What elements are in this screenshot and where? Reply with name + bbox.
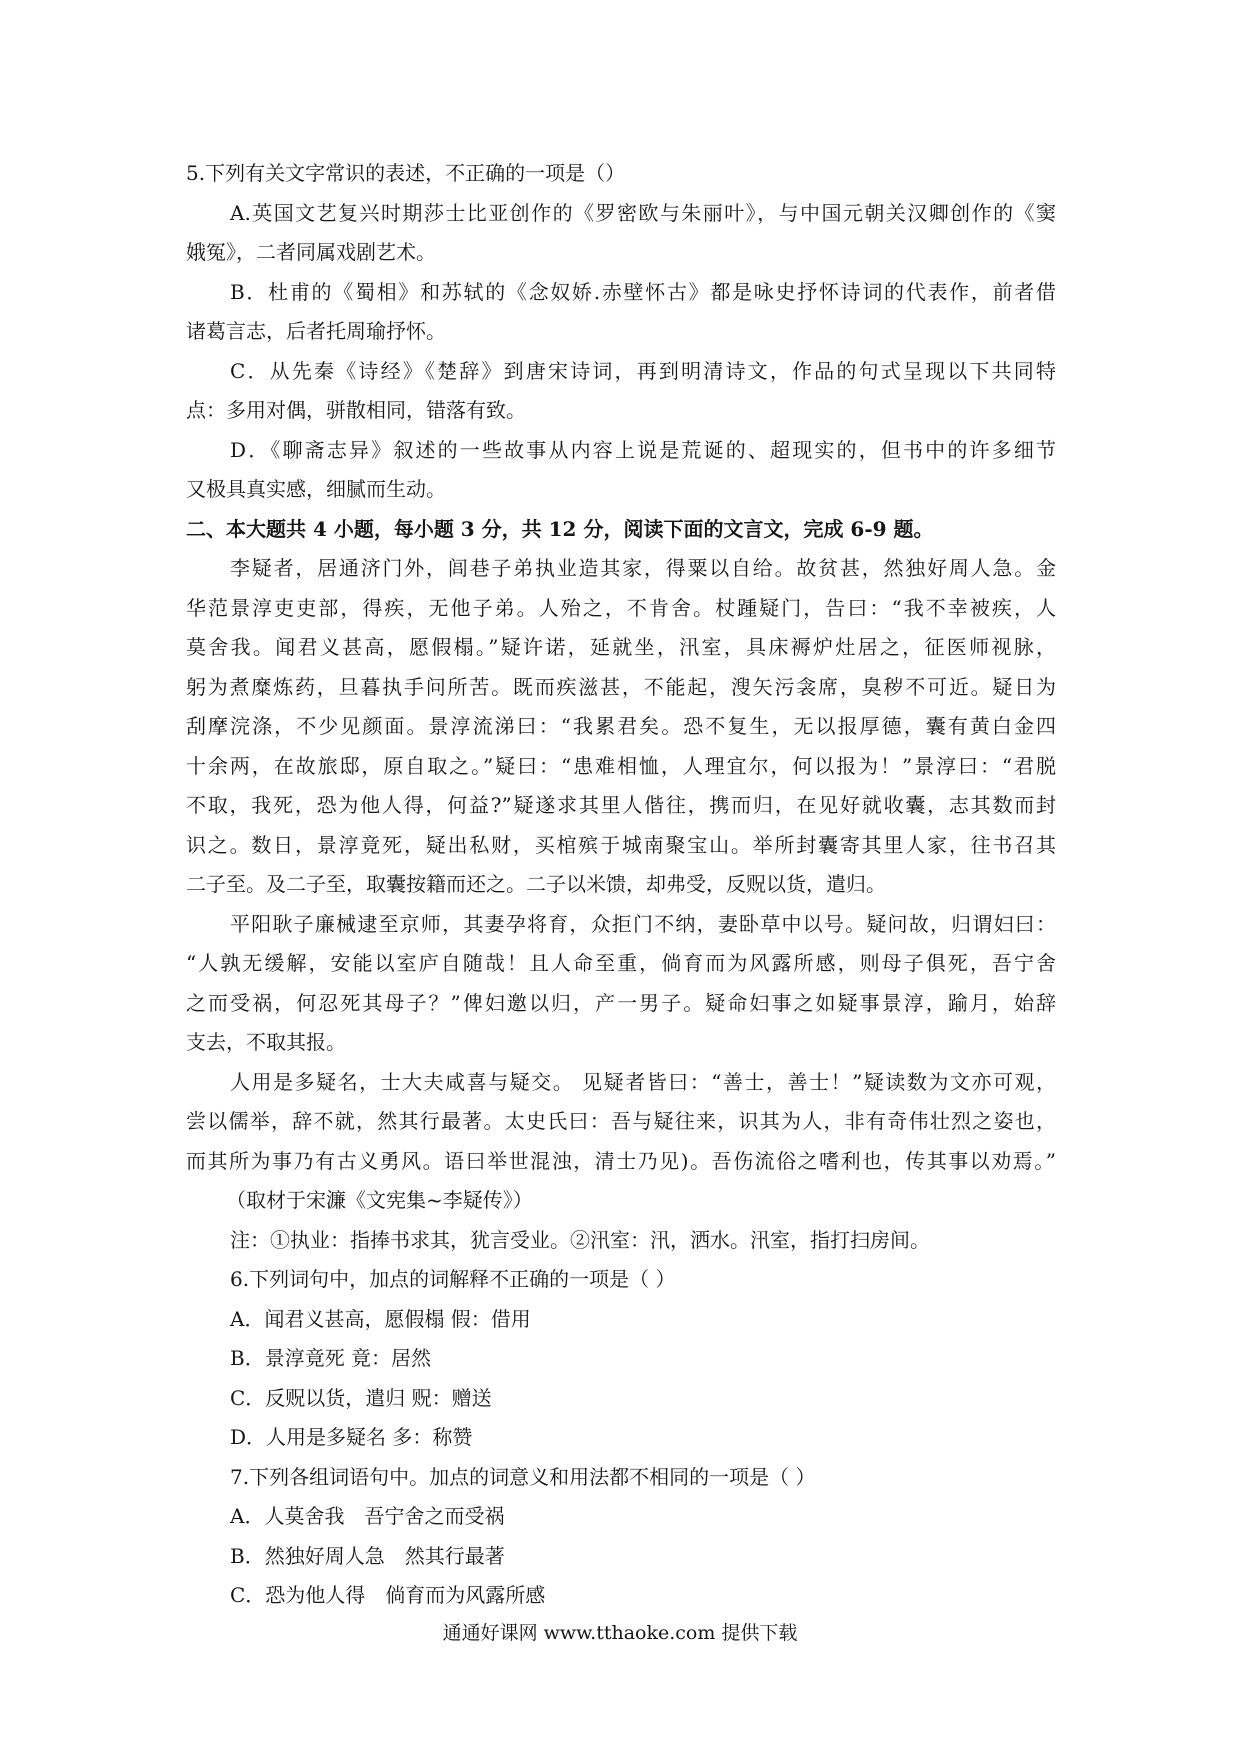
question-7-option-c: C．恐为他人得 倘育而为风露所感 [230,1583,546,1607]
section-2-heading: 二、本大题共 4 小题，每小题 3 分，共 12 分，阅读下面的文言文，完成 6-9 题。 [186,516,934,541]
passage-p1-line-4: 躬为煮糜炼药，旦暮执手问所苦。既而疾滋甚，不能起，溲矢污衾席，臭秽不可近。疑日为 [186,674,1056,699]
passage-p1-line-7: 不取，我死，恐为他人得，何益?”疑遂求其里人偕往，携而归，在见好就收囊，志其数而封 [186,793,1056,817]
passage-p3-line-1: 人用是多疑名，士大夫咸喜与疑交。 见疑者皆曰：“善士，善士！”疑读数为文亦可观， [230,1069,1056,1094]
question-7-option-a: A．人莫舍我 吾宁舍之而受祸 [230,1504,505,1528]
question-5-option-a-line-2: 娥冤》，二者同属戏剧艺术。 [186,240,436,264]
passage-p1-line-9: 二子至。及二子至，取囊按籍而还之。二子以米馈，却弗受，反贶以货，遣归。 [186,872,886,896]
passage-p2-line-2: “人孰无缓解，安能以室庐自随哉！且人命至重，倘育而为风露所感，则母子俱死，吾宁舍 [186,951,1056,975]
passage-p1-line-3: 莫舍我。闻君义甚高，愿假榻。”疑许诺，延就坐，汛室，具床褥炉灶居之，征医师视脉， [186,635,1056,659]
passage-p1-line-2: 华范景淳吏吏部，得疾，无他子弟。人殆之，不肯舍。杖踵疑门，告曰：“我不幸被疾，人 [186,595,1056,620]
page-content [186,154,1056,1616]
question-6-option-b: B．景淳竟死 竟：居然 [230,1346,432,1370]
question-5-option-b-line-2: 诸葛言志，后者托周瑜抒怀。 [186,319,446,343]
question-5-option-d-line-2: 又极具真实感，细腻而生动。 [186,477,446,501]
page-footer: 通通好课网 www.tthaoke.com 提供下载 [442,1622,798,1644]
question-5-option-a-line-1: A.英国文艺复兴时期莎士比亚创作的《罗密欧与朱丽叶》，与中国元朝关汉卿创作的《窦 [230,200,1056,225]
passage-p1-line-5: 刮摩浣涤，不少见颜面。景淳流涕曰：“我累君矣。恐不复生，无以报厚德，囊有黄白金四 [186,714,1056,738]
passage-p1-line-6: 十余两，在故旅邸，原自取之。”疑曰：“患难相恤，人理宜尔，何以报为！”景淳曰：“君脱 [186,753,1056,778]
question-7-option-b: B．然独好周人急 然其行最著 [230,1543,505,1568]
passage-p3-line-3: 而其所为事乃有古义勇风。语曰举世混浊，清士乃见)。吾伤流俗之嗜利也，传其事以劝焉。” [186,1148,1056,1173]
passage-p2-line-1: 平阳耿子廉械逮至京师，其妻孕将育，众拒门不纳，妻卧草中以号。疑问故，归谓妇曰： [230,911,1056,936]
passage-p1-line-8: 识之。数日，景淳竟死，疑出私财，买棺殡于城南聚宝山。举所封囊寄其里人家，往书召其 [186,832,1056,857]
question-5-option-b-line-1: B．杜甫的《蜀相》和苏轼的《念奴娇.赤壁怀古》都是咏史抒怀诗词的代表作，前者借 [230,279,1056,304]
question-5-option-c-line-2: 点：多用对偶，骈散相同，错落有致。 [186,398,526,422]
question-5-stem: 5.下列有关文字常识的表述，不正确的一项是（） [186,161,626,185]
passage-source: （取材于宋濂《文宪集~李疑传》） [226,1188,533,1212]
question-5-option-d-line-1: D．《聊斋志异》叙述的一些故事从内容上说是荒诞的、超现实的，但书中的许多细节 [230,437,1056,462]
question-6-option-d: D．人用是多疑名 多：称赞 [230,1425,473,1449]
question-6-option-c: C．反贶以货，遣归 贶：赠送 [230,1385,492,1410]
passage-p2-line-4: 支去，不取其报。 [186,1030,346,1054]
question-6-option-a: A．闻君义甚高，愿假榻 假：借用 [230,1306,531,1331]
question-5-option-c-line-1: C．从先秦《诗经》《楚辞》到唐宋诗词，再到明清诗文，作品的句式呈现以下共同特 [230,358,1056,383]
passage-p3-line-2: 尝以儒举，辞不就，然其行最著。太史氏曰：吾与疑往来，识其为人，非有奇伟壮烈之姿也， [186,1109,1056,1133]
passage-p2-line-3: 之而受祸，何忍死其母子？”俾妇邀以归，产一男子。疑命妇事之如疑事景淳，踰月，始辞 [186,990,1056,1015]
passage-note: 注：①执业：指捧书求其，犹言受业。②汛室：汛，洒水。汛室，指打扫房间。 [230,1227,930,1252]
passage-p1-line-1: 李疑者，居通济门外，闾巷子弟执业造其家，得粟以自给。故贫甚，然独好周人急。金 [230,556,1056,580]
question-6-stem: 6.下列词句中，加点的词解释不正确的一项是（ ） [230,1267,676,1291]
question-7-stem: 7.下列各组词语句中。加点的词意义和用法都不相同的一项是（ ） [230,1464,816,1489]
